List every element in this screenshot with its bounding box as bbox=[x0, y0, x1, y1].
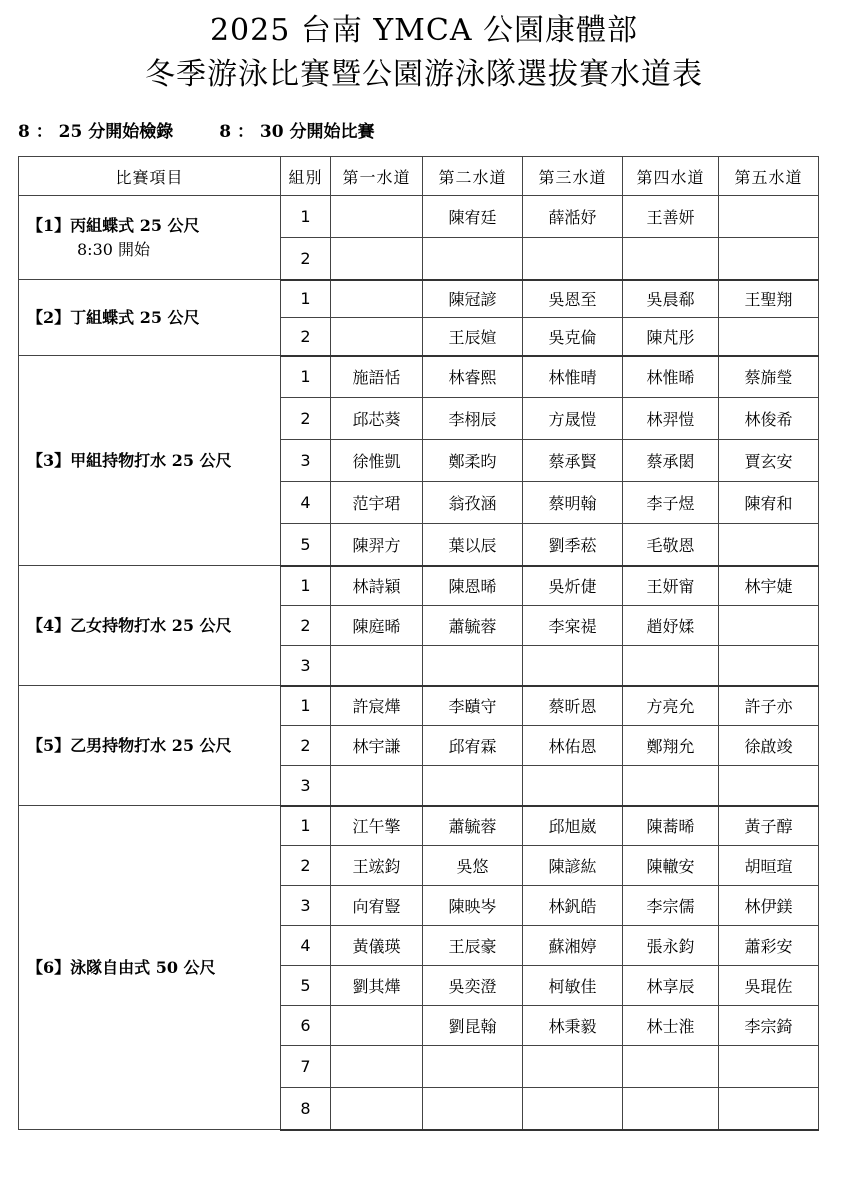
lane-5-swimmer bbox=[719, 766, 819, 806]
lane-5-swimmer bbox=[719, 606, 819, 646]
lane-4-swimmer: 方亮允 bbox=[623, 686, 719, 726]
lane-5-swimmer bbox=[719, 646, 819, 686]
lane-3-swimmer: 林佑恩 bbox=[523, 726, 623, 766]
lane-3-swimmer: 邱旭崴 bbox=[523, 806, 623, 846]
heat-number: 2 bbox=[281, 726, 331, 766]
event-label bbox=[19, 356, 281, 566]
lane-3-swimmer: 蘇湘婷 bbox=[523, 926, 623, 966]
event-title: 【4】乙女持物打水 25 公尺 bbox=[27, 615, 232, 635]
lane-2-swimmer: 林睿熙 bbox=[423, 356, 523, 398]
lane-2-swimmer: 蕭毓蓉 bbox=[423, 606, 523, 646]
lane-5-swimmer bbox=[719, 238, 819, 280]
lane-5-swimmer: 黃子醇 bbox=[719, 806, 819, 846]
header-heat: 組別 bbox=[281, 157, 331, 196]
lane-1-swimmer bbox=[331, 766, 423, 806]
lane-2-swimmer bbox=[423, 1046, 523, 1088]
heat-number: 5 bbox=[281, 966, 331, 1006]
event-label bbox=[19, 280, 281, 356]
event-title: 【6】泳隊自由式 50 公尺 bbox=[27, 957, 216, 977]
lane-4-swimmer: 林士淮 bbox=[623, 1006, 719, 1046]
lane-2-swimmer: 陳宥廷 bbox=[423, 196, 523, 238]
lane-3-swimmer bbox=[523, 1046, 623, 1088]
lane-3-swimmer bbox=[523, 766, 623, 806]
lane-1-swimmer bbox=[331, 1046, 423, 1088]
lane-3-swimmer: 柯敏佳 bbox=[523, 966, 623, 1006]
heat-number: 2 bbox=[281, 398, 331, 440]
header-event: 比賽項目 bbox=[19, 157, 281, 196]
lane-4-swimmer: 毛敬恩 bbox=[623, 524, 719, 566]
lane-3-swimmer: 吳克倫 bbox=[523, 318, 623, 356]
heat-number: 1 bbox=[281, 806, 331, 846]
heat-number: 2 bbox=[281, 238, 331, 280]
lane-1-swimmer: 林宇謙 bbox=[331, 726, 423, 766]
lane-1-swimmer: 陳羿方 bbox=[331, 524, 423, 566]
heat-row bbox=[19, 196, 819, 238]
lane-5-swimmer: 林俊希 bbox=[719, 398, 819, 440]
heat-number: 5 bbox=[281, 524, 331, 566]
lane-1-swimmer: 向宥豎 bbox=[331, 886, 423, 926]
lane-3-swimmer: 薛湉妤 bbox=[523, 196, 623, 238]
lane-3-swimmer: 蔡明翰 bbox=[523, 482, 623, 524]
lane-4-swimmer: 林享辰 bbox=[623, 966, 719, 1006]
lane-5-swimmer: 胡晅瑄 bbox=[719, 846, 819, 886]
lane-5-swimmer: 蕭彩安 bbox=[719, 926, 819, 966]
lane-table bbox=[18, 156, 819, 1131]
heat-number: 4 bbox=[281, 926, 331, 966]
header-lane-4: 第四水道 bbox=[623, 157, 719, 196]
heat-number: 1 bbox=[281, 280, 331, 318]
lane-4-swimmer: 王善妍 bbox=[623, 196, 719, 238]
heat-number: 1 bbox=[281, 356, 331, 398]
heat-number: 3 bbox=[281, 646, 331, 686]
lane-1-swimmer bbox=[331, 280, 423, 318]
heat-row bbox=[19, 566, 819, 606]
heat-number: 8 bbox=[281, 1088, 331, 1130]
header-row bbox=[19, 157, 819, 196]
lane-2-swimmer: 蕭毓蓉 bbox=[423, 806, 523, 846]
lane-3-swimmer: 李宲禔 bbox=[523, 606, 623, 646]
lane-1-swimmer: 施語恬 bbox=[331, 356, 423, 398]
lane-4-swimmer: 陳芃彤 bbox=[623, 318, 719, 356]
lane-3-swimmer: 林秉毅 bbox=[523, 1006, 623, 1046]
lane-1-swimmer: 范宇珺 bbox=[331, 482, 423, 524]
event-title: 【2】丁組蝶式 25 公尺 bbox=[27, 307, 200, 327]
heat-number: 2 bbox=[281, 846, 331, 886]
lane-2-swimmer bbox=[423, 238, 523, 280]
lane-2-swimmer: 陳映岑 bbox=[423, 886, 523, 926]
lane-4-swimmer: 趙妤媃 bbox=[623, 606, 719, 646]
lane-1-swimmer: 陳庭晞 bbox=[331, 606, 423, 646]
lane-3-swimmer bbox=[523, 1088, 623, 1130]
heat-number: 1 bbox=[281, 686, 331, 726]
header-lane-5: 第五水道 bbox=[719, 157, 819, 196]
lane-5-swimmer bbox=[719, 318, 819, 356]
lane-4-swimmer: 張永鈞 bbox=[623, 926, 719, 966]
heat-number: 1 bbox=[281, 566, 331, 606]
lane-5-swimmer: 許子亦 bbox=[719, 686, 819, 726]
heat-number: 3 bbox=[281, 766, 331, 806]
lane-2-swimmer: 陳冠諺 bbox=[423, 280, 523, 318]
title-line-2: 冬季游泳比賽暨公園游泳隊選拔賽水道表 bbox=[145, 57, 703, 92]
lane-4-swimmer: 吳晨郗 bbox=[623, 280, 719, 318]
lane-4-swimmer: 王妍甯 bbox=[623, 566, 719, 606]
lane-3-swimmer bbox=[523, 646, 623, 686]
event-label bbox=[19, 566, 281, 686]
lane-2-swimmer: 邱宥霖 bbox=[423, 726, 523, 766]
lane-3-swimmer: 方晟愷 bbox=[523, 398, 623, 440]
lane-2-swimmer: 李賾守 bbox=[423, 686, 523, 726]
lane-5-swimmer: 吳琨佐 bbox=[719, 966, 819, 1006]
heat-row bbox=[19, 280, 819, 318]
lane-4-swimmer: 陳蕎晞 bbox=[623, 806, 719, 846]
event-label bbox=[19, 196, 281, 280]
lane-1-swimmer: 邱芯葵 bbox=[331, 398, 423, 440]
lane-4-swimmer bbox=[623, 1046, 719, 1088]
lane-2-swimmer: 王辰媗 bbox=[423, 318, 523, 356]
lane-3-swimmer: 蔡昕恩 bbox=[523, 686, 623, 726]
lane-1-swimmer: 江午擎 bbox=[331, 806, 423, 846]
lane-3-swimmer: 陳諺紘 bbox=[523, 846, 623, 886]
start-time: 8 ： 30 分開始比賽 bbox=[219, 122, 375, 142]
lane-2-swimmer: 吳悠 bbox=[423, 846, 523, 886]
lane-3-swimmer: 吳恩至 bbox=[523, 280, 623, 318]
lane-3-swimmer: 林釩皓 bbox=[523, 886, 623, 926]
lane-1-swimmer bbox=[331, 318, 423, 356]
lane-2-swimmer: 王辰豪 bbox=[423, 926, 523, 966]
lane-4-swimmer: 李宗儒 bbox=[623, 886, 719, 926]
lane-5-swimmer: 王聖翔 bbox=[719, 280, 819, 318]
lane-2-swimmer: 葉以辰 bbox=[423, 524, 523, 566]
lane-4-swimmer bbox=[623, 646, 719, 686]
lane-1-swimmer bbox=[331, 1006, 423, 1046]
lane-1-swimmer: 許宸燁 bbox=[331, 686, 423, 726]
lane-1-swimmer bbox=[331, 1088, 423, 1130]
lane-4-swimmer bbox=[623, 238, 719, 280]
heat-number: 7 bbox=[281, 1046, 331, 1088]
header-lane-1: 第一水道 bbox=[331, 157, 423, 196]
lane-2-swimmer bbox=[423, 646, 523, 686]
lane-1-swimmer: 林詩穎 bbox=[331, 566, 423, 606]
lane-5-swimmer: 賈玄安 bbox=[719, 440, 819, 482]
lane-5-swimmer: 林宇婕 bbox=[719, 566, 819, 606]
event-start-note: 8:30 開始 bbox=[77, 239, 151, 259]
heat-row bbox=[19, 356, 819, 398]
heat-number: 1 bbox=[281, 196, 331, 238]
lane-5-swimmer: 徐啟竣 bbox=[719, 726, 819, 766]
lane-5-swimmer bbox=[719, 1046, 819, 1088]
lane-2-swimmer: 翁孜涵 bbox=[423, 482, 523, 524]
title-line-1: 2025 台南 YMCA 公園康體部 bbox=[209, 13, 639, 48]
event-label bbox=[19, 686, 281, 806]
heat-number: 3 bbox=[281, 886, 331, 926]
lane-1-swimmer bbox=[331, 196, 423, 238]
lane-4-swimmer: 蔡承閎 bbox=[623, 440, 719, 482]
lane-5-swimmer bbox=[719, 524, 819, 566]
lane-4-swimmer: 鄭翔允 bbox=[623, 726, 719, 766]
schedule-times bbox=[18, 120, 375, 144]
heat-row bbox=[19, 686, 819, 726]
lane-2-swimmer: 吳奕澄 bbox=[423, 966, 523, 1006]
event-title: 【5】乙男持物打水 25 公尺 bbox=[27, 735, 232, 755]
lane-4-swimmer bbox=[623, 1088, 719, 1130]
heat-number: 2 bbox=[281, 318, 331, 356]
checkin-time: 8 ： 25 分開始檢錄 bbox=[18, 122, 174, 142]
lane-3-swimmer: 劉季菘 bbox=[523, 524, 623, 566]
lane-5-swimmer: 林伊鎂 bbox=[719, 886, 819, 926]
lane-4-swimmer: 李子煜 bbox=[623, 482, 719, 524]
lane-1-swimmer: 徐惟凱 bbox=[331, 440, 423, 482]
lane-5-swimmer: 李宗錡 bbox=[719, 1006, 819, 1046]
heat-number: 2 bbox=[281, 606, 331, 646]
lane-2-swimmer: 李栩辰 bbox=[423, 398, 523, 440]
header-lane-2: 第二水道 bbox=[423, 157, 523, 196]
lane-2-swimmer bbox=[423, 1088, 523, 1130]
lane-5-swimmer bbox=[719, 1088, 819, 1130]
lane-3-swimmer: 吳炘倢 bbox=[523, 566, 623, 606]
lane-2-swimmer: 陳恩晞 bbox=[423, 566, 523, 606]
lane-3-swimmer: 蔡承賢 bbox=[523, 440, 623, 482]
lane-4-swimmer: 陳轍安 bbox=[623, 846, 719, 886]
lane-3-swimmer bbox=[523, 238, 623, 280]
event-title: 【1】丙組蝶式 25 公尺 bbox=[27, 215, 200, 235]
lane-4-swimmer: 林羿愷 bbox=[623, 398, 719, 440]
lane-2-swimmer bbox=[423, 766, 523, 806]
lane-1-swimmer: 王竤鈞 bbox=[331, 846, 423, 886]
event-title: 【3】甲組持物打水 25 公尺 bbox=[27, 450, 232, 470]
heat-number: 3 bbox=[281, 440, 331, 482]
lane-2-swimmer: 劉昆翰 bbox=[423, 1006, 523, 1046]
lane-4-swimmer bbox=[623, 766, 719, 806]
lane-5-swimmer: 蔡旆瑩 bbox=[719, 356, 819, 398]
lane-1-swimmer bbox=[331, 646, 423, 686]
lane-1-swimmer: 劉其燁 bbox=[331, 966, 423, 1006]
lane-4-swimmer: 林惟晞 bbox=[623, 356, 719, 398]
lane-1-swimmer bbox=[331, 238, 423, 280]
heat-row bbox=[19, 806, 819, 846]
header-lane-3: 第三水道 bbox=[523, 157, 623, 196]
heat-number: 6 bbox=[281, 1006, 331, 1046]
lane-2-swimmer: 鄭柔昀 bbox=[423, 440, 523, 482]
lane-5-swimmer bbox=[719, 196, 819, 238]
heat-number: 4 bbox=[281, 482, 331, 524]
lane-5-swimmer: 陳宥和 bbox=[719, 482, 819, 524]
event-label bbox=[19, 806, 281, 1130]
lane-3-swimmer: 林惟晴 bbox=[523, 356, 623, 398]
lane-1-swimmer: 黃儀瑛 bbox=[331, 926, 423, 966]
